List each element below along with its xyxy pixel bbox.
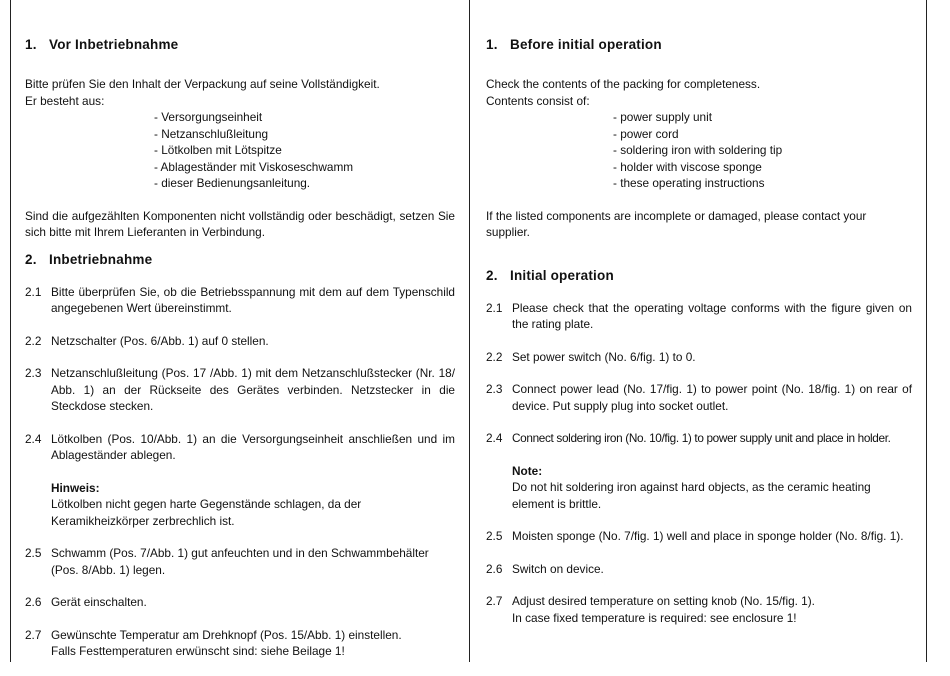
step-2-7-de: 2.7 Gewünschte Temperatur am Drehknopf (Pos. 15/Abb. 1) einstellen. Falls Festtemperaturen erwünscht sind: siehe Beilage 1!: [25, 627, 402, 658]
step-2-3-de: 2.3 Netzanschlußleitung (Pos. 17 /Abb. 1) mit dem Netzanschlußstecker (Nr. 18/ Abb. 1) an der Rückseite des Gerätes verbinden. Netzstecker in die Steckdose stecken.: [25, 366, 455, 413]
contents-list-de: [154, 109, 455, 192]
note-de: [25, 480, 455, 530]
note-title-de: Hinweis:: [51, 480, 100, 495]
contents-list-en: [613, 109, 912, 192]
german-column: [25, 36, 455, 660]
left-margin-rule: [10, 0, 11, 662]
closing-text-en: If the listed components are incomplete or damaged, please contact your supplier.: [486, 208, 867, 239]
step-2-5-de: 2.5 Schwamm (Pos. 7/Abb. 1) gut anfeuchten und in den Schwammbehälter (Pos. 8/Abb. 1) legen.: [25, 546, 429, 577]
note-title-en: Note:: [512, 463, 543, 478]
section-1-heading-de: 1. Vor Inbetriebnahme: [25, 37, 179, 52]
step-2-7-en: 2.7 Adjust desired temperature on setting knob (No. 15/fig. 1). In case fixed temperature is required: see enclosure 1!: [486, 594, 815, 625]
note-text-de: Lötkolben nicht gegen harte Gegenstände schlagen, da der Keramikheizkörper zerbrechlich ist.: [51, 497, 362, 528]
section-2-heading-en: 2. Initial operation: [486, 267, 614, 283]
step-2-3-en: 2.3 Connect power lead (No. 17/fig. 1) to power point (No. 18/fig. 1) on rear of device. Put supply plug into socket outlet.: [486, 382, 912, 413]
list-item: - these operating instructions: [613, 176, 765, 190]
step-2-6-en: 2.6 Switch on device.: [486, 561, 604, 576]
step-2-4-en: 2.4 Connect soldering iron (No. 10/fig. 1) to power supply unit and place in holder.: [486, 431, 891, 445]
section-1-heading-en: 1. Before initial operation: [486, 37, 662, 52]
section-2-heading-de: 2. Inbetriebnahme: [25, 251, 153, 267]
step-2-5-en: 2.5 Moisten sponge (No. 7/fig. 1) well and place in sponge holder (No. 8/fig. 1).: [486, 529, 904, 543]
step-2-2-de: 2.2 Netzschalter (Pos. 6/Abb. 1) auf 0 stellen.: [25, 333, 269, 348]
step-2-4-de: 2.4 Lötkolben (Pos. 10/Abb. 1) an die Versorgungseinheit anschließen und im Ablageständer ablegen.: [25, 431, 455, 462]
list-item: - power cord: [613, 126, 679, 141]
list-item: - Lötkolben mit Lötspitze: [154, 143, 282, 157]
step-2-1-de: 2.1 Bitte überprüfen Sie, ob die Betriebsspannung mit dem auf dem Typenschild angegebenen Wert übereinstimmt.: [25, 284, 455, 315]
note-en: [486, 463, 912, 513]
step-2-1-en: 2.1 Please check that the operating voltage conforms with the figure given on the rating plate.: [486, 300, 912, 331]
closing-text-de: Sind die aufgezählten Komponenten nicht vollständig oder beschädigt, setzen Sie sich bitte mit Ihrem Lieferanten in Verbindung.: [25, 208, 455, 239]
step-2-6-de: 2.6 Gerät einschalten.: [25, 595, 147, 609]
list-item: - Ablageständer mit Viskoseschwamm: [154, 159, 354, 174]
list-item: - Versorgungseinheit: [154, 110, 263, 124]
center-divider-rule: [469, 0, 470, 662]
step-2-2-en: 2.2 Set power switch (No. 6/fig. 1) to 0.: [486, 349, 696, 364]
list-item: - power supply unit: [613, 110, 713, 124]
intro-line-1-en: Check the contents of the packing for completeness.: [486, 77, 761, 91]
english-column: [486, 36, 912, 626]
note-text-en: Do not hit soldering iron against hard objects, as the ceramic heating element is brittle.: [512, 480, 871, 511]
intro-line-2-en: Contents consist of:: [486, 93, 590, 108]
right-margin-rule: [926, 0, 927, 662]
list-item: - Netzanschlußleitung: [154, 126, 269, 141]
list-item: - soldering iron with soldering tip: [613, 143, 783, 157]
list-item: - dieser Bedienungsanleitung.: [154, 176, 311, 190]
list-item: - holder with viscose sponge: [613, 159, 762, 174]
intro-line-2-de: Er besteht aus:: [25, 93, 105, 108]
intro-line-1-de: Bitte prüfen Sie den Inhalt der Verpackung auf seine Vollständigkeit.: [25, 77, 380, 91]
